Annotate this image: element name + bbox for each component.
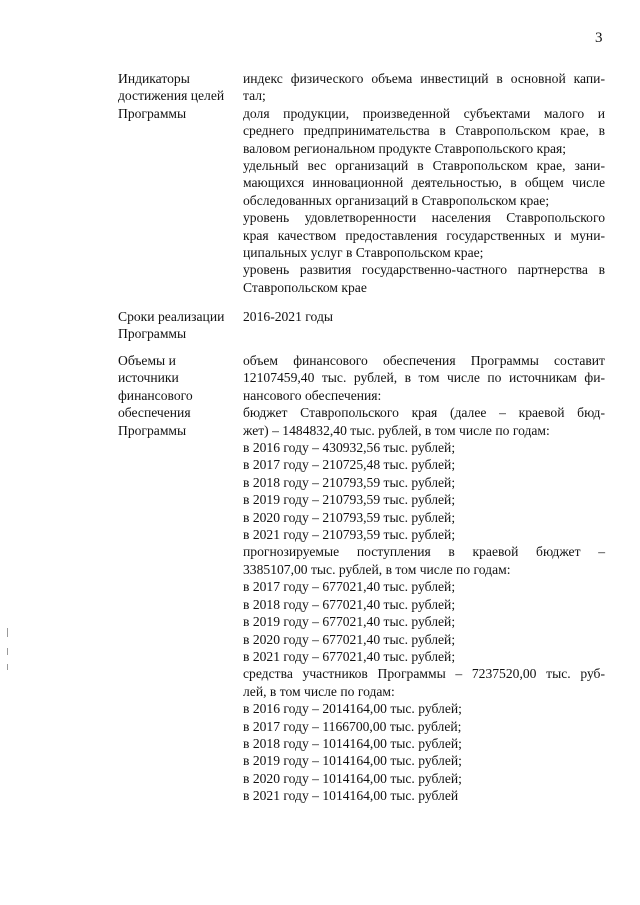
label-line: источники [118,370,179,386]
content-line: в 2016 году – 430932,56 тыс. рублей; [243,440,456,456]
content-line: среднего предпринимательства в Ставропольском крае, в [243,123,605,139]
label-line: Программы [118,326,187,342]
content-line: ципальных услуг в Ставропольском крае; [243,245,484,261]
content-line: тал; [243,88,266,104]
content-line: в 2019 году – 677021,40 тыс. рублей; [243,614,456,630]
content-line: прогнозируемые поступления в краевой бюджет – [243,544,605,560]
section-content [243,308,605,325]
content-line: края качеством предоставления государственных и муни- [243,227,605,243]
content-line: в 2017 году – 1166700,00 тыс. рублей; [243,718,462,734]
content-line: в 2020 году – 210793,59 тыс. рублей; [243,509,456,525]
label-line: достижения целей [118,88,225,104]
content-line: в 2019 году – 210793,59 тыс. рублей; [243,492,456,508]
content-line: индекс физического объема инвестиций в основной капи- [243,71,605,86]
scan-margin-mark [7,628,8,637]
content-line: бюджет Ставропольского края (далее – краевой бюд- [243,405,605,421]
content-line: мающихся инновационной деятельностью, в общем числе [243,175,605,191]
content-line: в 2017 году – 677021,40 тыс. рублей; [243,579,456,595]
content-line: в 2021 году – 210793,59 тыс. рублей; [243,527,456,543]
label-line: Программы [118,422,187,438]
section-label [118,308,242,343]
content-line: в 2020 году – 677021,40 тыс. рублей; [243,631,456,647]
content-line: жет) – 1484832,40 тыс. рублей, в том числе по годам: [243,422,550,438]
content-line: объем финансового обеспечения Программы составит [243,353,605,368]
section-content [243,70,605,296]
content-line: нансового обеспечения: [243,387,382,403]
content-line: в 2018 году – 210793,59 тыс. рублей; [243,474,456,490]
content-line: в 2021 году – 677021,40 тыс. рублей; [243,648,456,664]
label-line: Индикаторы [118,71,190,86]
label-line: Объемы и [118,353,176,368]
content-line: лей, в том числе по годам: [243,683,395,699]
page-number: 3 [595,30,603,46]
label-line: Сроки реализации [118,309,225,324]
scan-margin-mark [7,664,8,670]
section-label [118,352,242,439]
content-line: 2016-2021 годы [243,309,333,324]
content-line: в 2020 году – 1014164,00 тыс. рублей; [243,770,462,786]
scan-margin-mark [7,648,8,655]
content-line: в 2019 году – 1014164,00 тыс. рублей; [243,753,462,769]
content-line: уровень развития государственно-частного партнерства в [243,262,605,278]
content-line: 3385107,00 тыс. рублей, в том числе по годам: [243,561,511,577]
label-line: Программы [118,105,187,121]
content-line: Ставропольском крае [243,279,367,295]
content-line: в 2017 году – 210725,48 тыс. рублей; [243,457,456,473]
content-line: удельный вес организаций в Ставропольском крае, зани- [243,158,605,174]
label-line: финансового [118,387,193,403]
content-line: средства участников Программы – 7237520,00 тыс. руб- [243,666,605,682]
content-line: в 2018 году – 677021,40 тыс. рублей; [243,596,456,612]
content-line: доля продукции, произведенной субъектами малого и [243,105,605,121]
label-line: обеспечения [118,405,191,421]
content-line: валовом региональном продукте Ставропольского края; [243,140,567,156]
section-label [118,70,242,122]
content-line: обследованных организаций в Ставропольском крае; [243,192,550,208]
section-content [243,352,605,805]
content-line: в 2016 году – 2014164,00 тыс. рублей; [243,701,462,717]
content-line: 12107459,40 тыс. рублей, в том числе по источникам фи- [243,370,605,386]
content-line: в 2021 году – 1014164,00 тыс. рублей [243,788,459,804]
content-line: в 2018 году – 1014164,00 тыс. рублей; [243,735,462,751]
content-line: уровень удовлетворенности населения Ставропольского [243,210,605,226]
